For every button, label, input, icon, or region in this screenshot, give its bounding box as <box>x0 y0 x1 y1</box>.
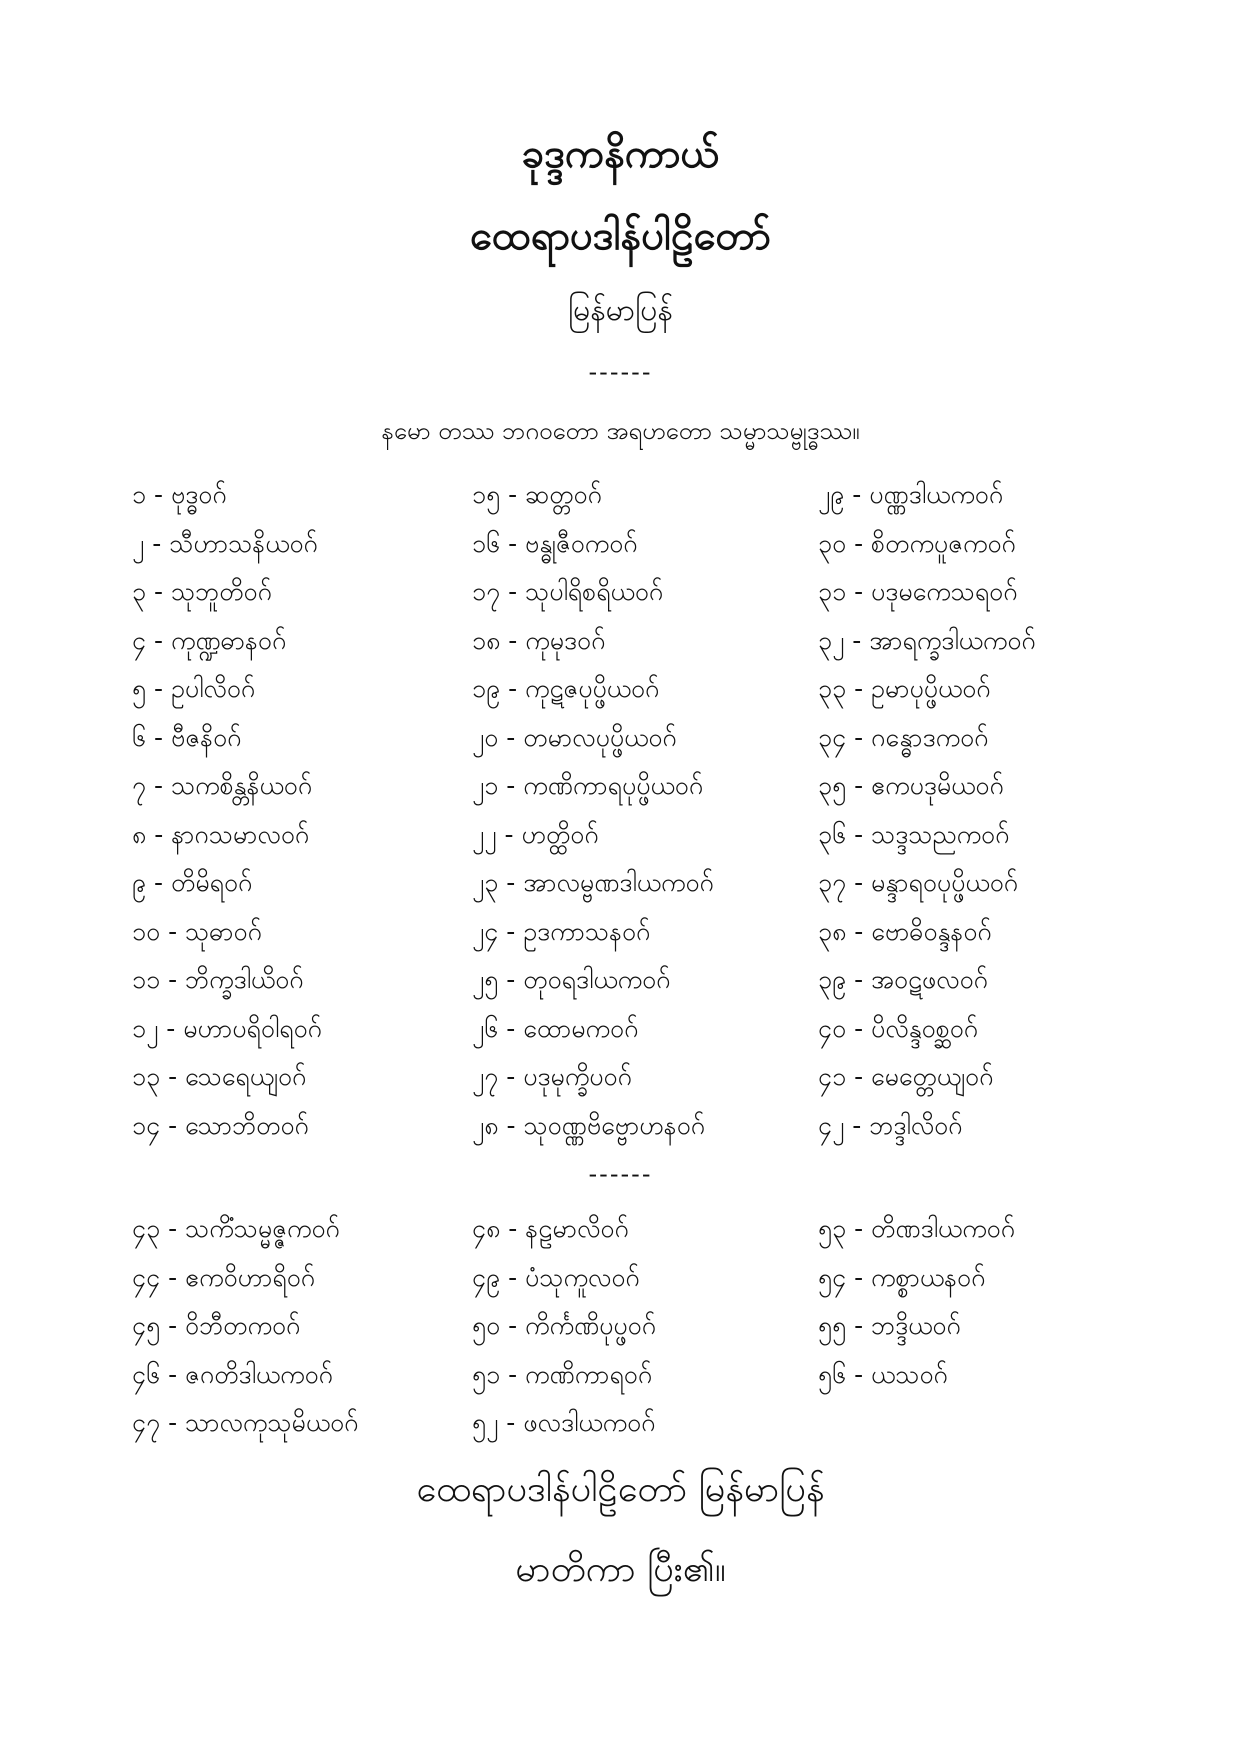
contents-entry: ၁၈ - ကုမုဒဝဂ် <box>472 625 606 655</box>
contents-entry: ၃၈ - ဗောဓိဝန္ဒနဝဂ် <box>818 916 992 946</box>
contents-entry: ၂ - သီဟာသနိယဝဂ် <box>132 528 318 558</box>
separator-middle: ------ <box>588 1160 653 1188</box>
contents-entry: ၁၃ - သေရေယျဝဂ် <box>132 1062 307 1091</box>
contents-entry: ၆ - ဗီဇနိဝဂ် <box>132 722 242 752</box>
contents-entry: ၅၀ - ကိင်္ကဏိပုပ္ဖဝဂ် <box>472 1311 656 1340</box>
contents-entry: ၁ - ဗုဒ္ဓဝဂ် <box>132 480 227 509</box>
contents-entry: ၃၄ - ဂန္ဓောဒကဝဂ် <box>818 722 989 752</box>
contents-entry: ၃ - သုဘူတိဝဂ် <box>132 577 272 606</box>
contents-entry: ၂၅ - တုဝရဒါယကဝဂ် <box>472 965 671 994</box>
contents-entry: ၂၆ - ထောမကဝဂ် <box>472 1013 639 1043</box>
contents-entry: ၂၉ - ပဏ္ဏဒါယကဝဂ် <box>818 480 1004 509</box>
contents-entry: ၂၄ - ဥဒကာသနဝဂ် <box>472 916 651 946</box>
title-collection: ခုဒ္ဒကနိကာယ် <box>521 131 720 177</box>
contents-entry: ၅၂ - ဖလဒါယကဝဂ် <box>472 1408 656 1437</box>
contents-entry: ၃၂ - အာရက္ခဒါယကဝဂ် <box>818 625 1036 655</box>
contents-entry: ၂၁ - ကဏိကာရပုပ္ဖိယဝဂ် <box>472 771 704 800</box>
homage-line: နမော တဿ ဘဂဝတော အရဟတော သမ္မာသမ္ဗုဒ္ဓဿ။ <box>381 417 860 445</box>
contents-entry: ၅၅ - ဘဒ္ဒိယဝဂ် <box>818 1311 961 1340</box>
contents-entry: ၁၇ - သုပါရိစရိယဝဂ် <box>472 577 664 606</box>
contents-entry: ၄၇ - သာလကုသုမိယဝဂ် <box>132 1408 359 1437</box>
contents-entry: ၄ - ကုဏ္ဍဓာနဝဂ် <box>132 625 287 655</box>
contents-entry: ၁၂ - မဟာပရိဝါရဝဂ် <box>132 1013 322 1043</box>
contents-entry: ၄၉ - ပံသုကူလဝဂ် <box>472 1262 640 1292</box>
contents-entry: ၃၃ - ဥမာပုပ္ဖိယဝဂ် <box>818 674 991 703</box>
separator-top: ------ <box>588 358 653 386</box>
contents-entry: ၃၇ - မန္ဒာရဝပုပ္ဖိယဝဂ် <box>818 868 1019 897</box>
contents-entry: ၁၅ - ဆတ္တဝဂ် <box>472 480 602 509</box>
contents-entry: ၂၈ - သုဝဏ္ဏဗိဗ္ဗောဟနဝဂ် <box>472 1110 706 1140</box>
contents-entry: ၅၆ - ယသဝဂ် <box>818 1359 948 1389</box>
contents-entry: ၂၂ - ဟတ္ထိဝဂ် <box>472 819 599 849</box>
title-translation: မြန်မာပြန် <box>568 293 673 328</box>
contents-entry: ၃၉ - အဝဋဖလဝဂ် <box>818 965 988 994</box>
contents-entry: ၃၅ - ဧကပဒုမိယဝဂ် <box>818 771 1004 800</box>
contents-entry: ၁၉ - ကုဋဇပုပ္ဖိယဝဂ် <box>472 674 660 703</box>
contents-entry: ၉ - တိမိရဝဂ် <box>132 868 253 897</box>
contents-entry: ၄၅ - ဝိဘီတကဝဂ် <box>132 1311 301 1340</box>
contents-entry: ၂၃ - အာလမ္ဗဏဒါယကဝဂ် <box>472 868 714 897</box>
contents-entry: ၄၂ - ဘဒ္ဒါလိဝဂ် <box>818 1110 963 1140</box>
contents-entry: ၄၆ - ဇဂတိဒါယကဝဂ် <box>132 1359 333 1389</box>
contents-entry: ၁၄ - သောဘိတဝဂ် <box>132 1110 309 1140</box>
contents-entry: ၄၀ - ပိလိန္ဒဝစ္ဆဝဂ် <box>818 1013 979 1043</box>
contents-entry: ၅၄ - ကစ္စာယနဝဂ် <box>818 1262 986 1292</box>
contents-entry: ၈ - နာဂသမာလဝဂ် <box>132 819 310 849</box>
contents-entry: ၄၈ - နဠမာလိဝဂ် <box>472 1214 629 1243</box>
contents-entry: ၅၃ - တိဏဒါယကဝဂ် <box>818 1214 1015 1243</box>
contents-entry: ၃၀ - စိတကပူဇကဝဂ် <box>818 528 1016 558</box>
contents-entry: ၄၄ - ဧကဝိဟာရိဝဂ် <box>132 1262 316 1292</box>
contents-entry: ၇ - သကစိန္တနိယဝဂ် <box>132 771 313 800</box>
contents-entry: ၁၀ - သုဓာဝဂ် <box>132 916 262 946</box>
contents-entry: ၂၀ - တမာလပုပ္ဖိယဝဂ် <box>472 722 677 752</box>
contents-entry: ၃၁ - ပဒုမကေသရဝဂ် <box>818 577 1018 606</box>
contents-entry: ၅၁ - ကဏိကာရဝဂ် <box>472 1359 653 1389</box>
contents-entry: ၂၇ - ပဒုမုက္ခိပဝဂ် <box>472 1062 632 1091</box>
title-book: ထေရာပဒါန်ပါဠိတော် <box>470 213 771 259</box>
contents-entry: ၃၆ - သဒ္ဒသညကဝဂ် <box>818 819 1010 849</box>
contents-entry: ၄၁ - မေတ္တေယျဝဂ် <box>818 1062 994 1091</box>
contents-entry: ၅ - ဥပါလိဝဂ် <box>132 674 256 703</box>
contents-entry: ၁၁ - ဘိက္ခဒါယိဝဂ် <box>132 965 304 994</box>
footer-title: ထေရာပဒါန်ပါဠိတော် မြန်မာပြန် <box>416 1469 825 1510</box>
footer-end-note: မာတိကာ ပြီး၏။ <box>515 1549 726 1590</box>
contents-entry: ၁၆ - ဗန္ဓုဇီဝကဝဂ် <box>472 528 638 558</box>
contents-entry: ၄၃ - သကိံသမ္မဇ္ဇကဝဂ် <box>132 1214 340 1243</box>
